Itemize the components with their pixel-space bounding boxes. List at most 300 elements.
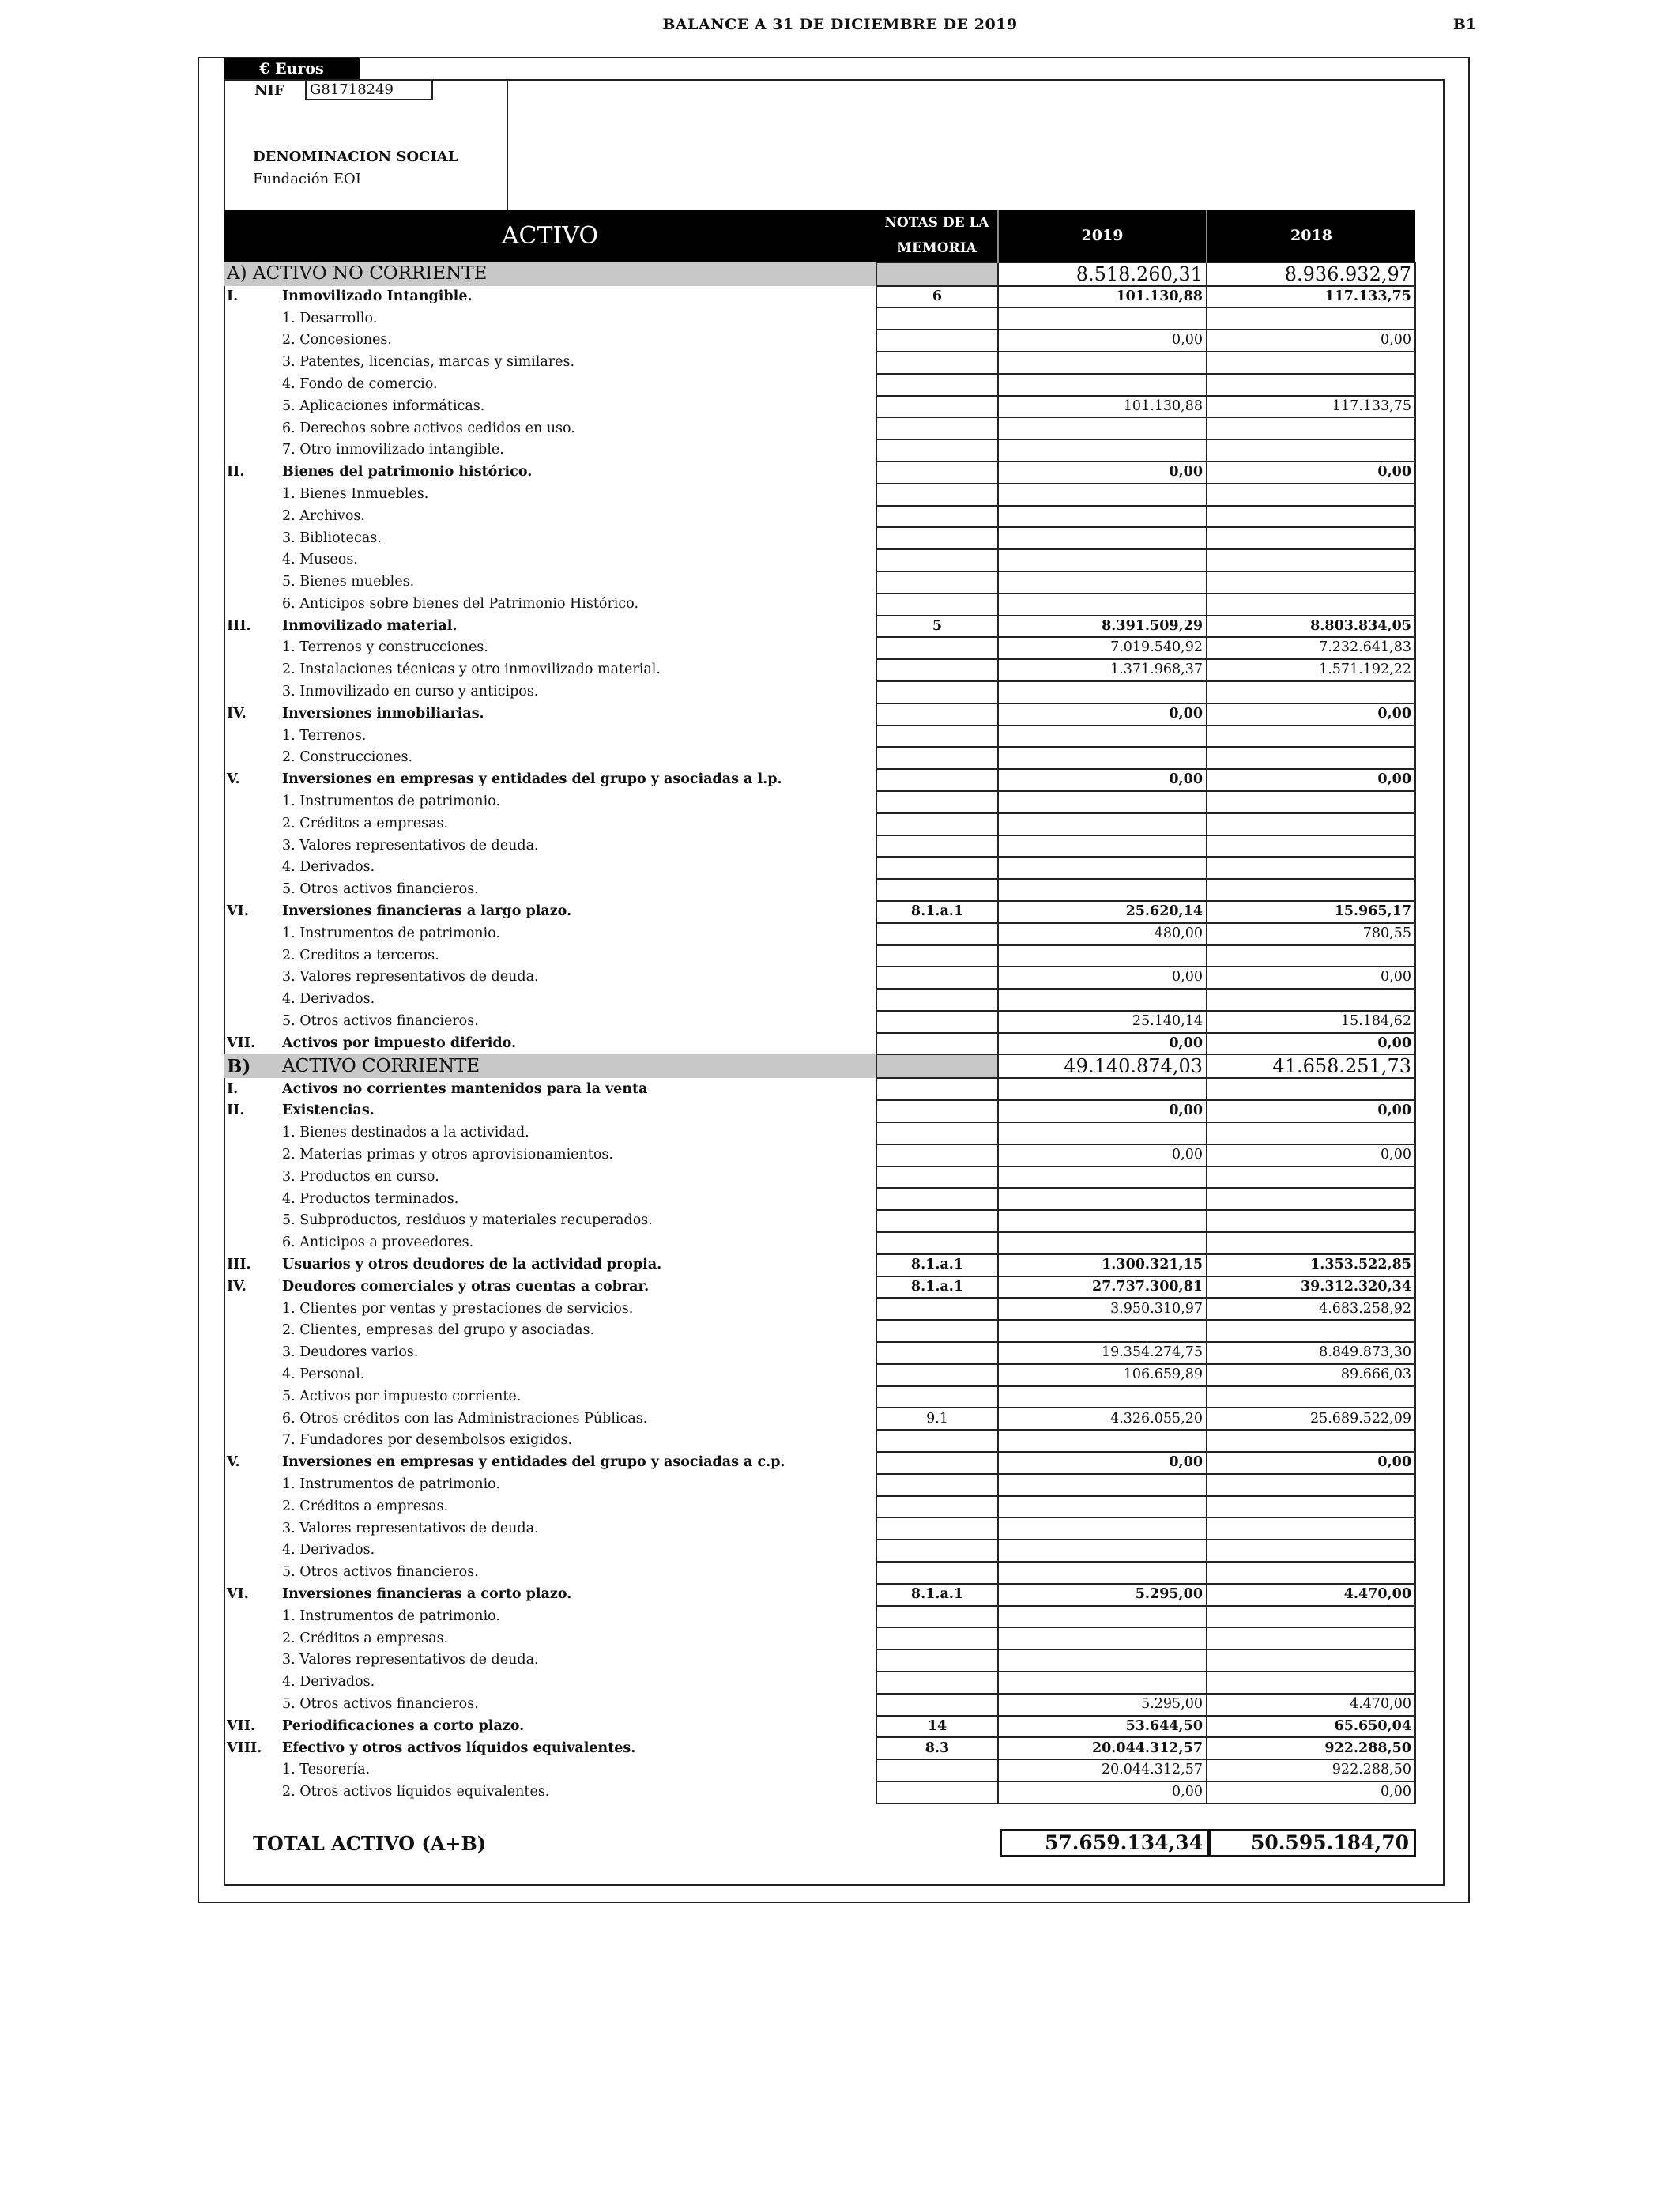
row-nota xyxy=(876,1649,998,1672)
header-notas: NOTAS DE LA MEMORIA xyxy=(876,210,998,262)
header-divider xyxy=(507,79,508,212)
row-value-2018 xyxy=(1207,747,1415,769)
row-value-2018: 0,00 xyxy=(1207,1100,1415,1122)
row-number xyxy=(224,1627,279,1649)
row-nota xyxy=(876,1167,998,1189)
row-nota xyxy=(876,462,998,484)
group-row xyxy=(224,769,1415,791)
row-value-2019: 49.140.874,03 xyxy=(998,1054,1207,1078)
row-nota xyxy=(876,747,998,769)
row-label: 5. Otros activos financieros. xyxy=(282,1564,479,1581)
item-row xyxy=(224,549,1415,571)
item-row xyxy=(224,1672,1415,1694)
row-value-2018: 780,55 xyxy=(1207,923,1415,945)
row-value-2018 xyxy=(1207,374,1415,396)
row-nota xyxy=(876,1364,998,1386)
row-label: 5. Activos por impuesto corriente. xyxy=(282,1388,522,1404)
row-value-2018: 117.133,75 xyxy=(1207,286,1415,308)
row-label: 1. Clientes por ventas y prestaciones de servicios. xyxy=(282,1300,634,1317)
group-row xyxy=(224,901,1415,923)
row-value-2018 xyxy=(1207,1540,1415,1562)
row-value-2019: 20.044.312,57 xyxy=(998,1759,1207,1781)
row-value-2018 xyxy=(1207,1606,1415,1628)
row-number xyxy=(224,1011,279,1033)
row-label: A) ACTIVO NO CORRIENTE xyxy=(224,262,876,286)
item-row xyxy=(224,1011,1415,1033)
row-label: 1. Bienes Inmuebles. xyxy=(282,485,429,502)
row-nota xyxy=(876,1342,998,1364)
row-value-2019 xyxy=(998,1627,1207,1649)
group-row xyxy=(224,1078,1415,1100)
row-label: 4. Derivados. xyxy=(282,859,375,876)
row-value-2019: 4.326.055,20 xyxy=(998,1408,1207,1430)
item-row xyxy=(224,374,1415,396)
row-value-2018 xyxy=(1207,681,1415,703)
row-number xyxy=(224,989,279,1011)
row-label: Efectivo y otros activos líquidos equivalentes. xyxy=(282,1740,636,1756)
row-label: 3. Patentes, licencias, marcas y similares. xyxy=(282,354,575,371)
row-number xyxy=(224,1386,279,1408)
row-label: 1. Tesorería. xyxy=(282,1762,371,1778)
row-label: 1. Terrenos y construcciones. xyxy=(282,639,488,656)
row-value-2018: 7.232.641,83 xyxy=(1207,637,1415,659)
row-value-2018 xyxy=(1207,1386,1415,1408)
row-number: IV. xyxy=(227,705,247,722)
row-nota xyxy=(876,1496,998,1518)
row-label: 2. Créditos a empresas. xyxy=(282,1630,449,1646)
row-value-2018: 0,00 xyxy=(1207,769,1415,791)
row-value-2019: 1.300.321,15 xyxy=(998,1254,1207,1276)
row-label: Inversiones en empresas y entidades del grupo y asociadas a c.p. xyxy=(282,1454,785,1471)
row-number xyxy=(224,1232,279,1254)
row-nota xyxy=(876,879,998,901)
row-value-2019 xyxy=(998,506,1207,528)
item-row xyxy=(224,791,1415,813)
row-label: Existencias. xyxy=(282,1103,375,1119)
row-number xyxy=(224,1517,279,1540)
row-label: 2. Créditos a empresas. xyxy=(282,815,449,831)
row-label: 4. Productos terminados. xyxy=(282,1190,459,1207)
denominacion-label: DENOMINACION SOCIAL xyxy=(253,149,458,165)
row-label: 4. Personal. xyxy=(282,1366,365,1382)
item-row xyxy=(224,1649,1415,1672)
row-value-2018 xyxy=(1207,835,1415,858)
row-value-2018: 15.184,62 xyxy=(1207,1011,1415,1033)
row-number xyxy=(224,923,279,945)
item-row xyxy=(224,1144,1415,1167)
row-label: 1. Instrumentos de patrimonio. xyxy=(282,1608,500,1624)
page-title: BALANCE A 31 DE DICIEMBRE DE 2019 xyxy=(662,16,1018,33)
row-number xyxy=(224,945,279,967)
row-number xyxy=(224,813,279,835)
header-2018: 2018 xyxy=(1207,210,1415,262)
row-value-2018: 0,00 xyxy=(1207,1452,1415,1474)
balance-table xyxy=(224,210,1416,1804)
item-row xyxy=(224,835,1415,858)
item-row xyxy=(224,307,1415,330)
row-value-2019 xyxy=(998,791,1207,813)
row-value-2019 xyxy=(998,747,1207,769)
row-number xyxy=(224,439,279,462)
row-value-2019 xyxy=(998,1167,1207,1189)
row-nota xyxy=(876,417,998,439)
row-label: Inversiones en empresas y entidades del grupo y asociadas a l.p. xyxy=(282,771,782,788)
row-number xyxy=(224,549,279,571)
row-value-2018 xyxy=(1207,1188,1415,1210)
row-label: 2. Instalaciones técnicas y otro inmovilizado material. xyxy=(282,662,661,678)
row-nota xyxy=(876,1517,998,1540)
item-row xyxy=(224,879,1415,901)
row-number xyxy=(224,396,279,418)
row-value-2019: 19.354.274,75 xyxy=(998,1342,1207,1364)
row-label: 1. Bienes destinados a la actividad. xyxy=(282,1125,529,1141)
row-value-2019 xyxy=(998,484,1207,506)
row-label: Deudores comerciales y otras cuentas a cobrar. xyxy=(282,1278,650,1295)
group-row xyxy=(224,1584,1415,1606)
group-row xyxy=(224,616,1415,638)
row-number: III. xyxy=(227,617,251,634)
row-nota: 8.3 xyxy=(876,1737,998,1759)
row-nota xyxy=(876,1100,998,1122)
row-value-2019 xyxy=(998,417,1207,439)
row-number xyxy=(224,1320,279,1342)
row-number: V. xyxy=(227,1454,240,1471)
item-row xyxy=(224,417,1415,439)
item-row xyxy=(224,967,1415,989)
table-header xyxy=(224,210,1415,262)
row-number: II. xyxy=(227,1103,245,1119)
row-number xyxy=(224,1167,279,1189)
row-number xyxy=(224,659,279,681)
item-row xyxy=(224,681,1415,703)
row-value-2019: 101.130,88 xyxy=(998,286,1207,308)
row-value-2019: 106.659,89 xyxy=(998,1364,1207,1386)
row-number xyxy=(224,484,279,506)
item-row xyxy=(224,1167,1415,1189)
row-number xyxy=(224,1122,279,1144)
row-value-2019: 5.295,00 xyxy=(998,1584,1207,1606)
row-value-2018: 1.571.192,22 xyxy=(1207,659,1415,681)
row-value-2019 xyxy=(998,1210,1207,1232)
row-value-2018: 922.288,50 xyxy=(1207,1759,1415,1781)
row-nota xyxy=(876,726,998,748)
row-value-2018: 0,00 xyxy=(1207,1781,1415,1804)
row-value-2018 xyxy=(1207,571,1415,594)
row-number xyxy=(224,879,279,901)
row-label: 3. Valores representativos de deuda. xyxy=(282,837,539,854)
row-nota xyxy=(876,330,998,352)
item-row xyxy=(224,1320,1415,1342)
row-value-2018: 0,00 xyxy=(1207,967,1415,989)
row-nota xyxy=(876,967,998,989)
row-label: Inmovilizado Intangible. xyxy=(282,288,473,304)
group-row xyxy=(224,462,1415,484)
group-row xyxy=(224,1452,1415,1474)
row-value-2018 xyxy=(1207,506,1415,528)
item-row xyxy=(224,1122,1415,1144)
row-nota xyxy=(876,945,998,967)
row-nota xyxy=(876,527,998,549)
row-number xyxy=(224,1562,279,1584)
row-value-2018 xyxy=(1207,1430,1415,1452)
row-label: Inversiones financieras a largo plazo. xyxy=(282,903,572,920)
row-value-2018: 8.849.873,30 xyxy=(1207,1342,1415,1364)
group-row xyxy=(224,1716,1415,1738)
row-nota xyxy=(876,1759,998,1781)
row-value-2019: 0,00 xyxy=(998,330,1207,352)
row-value-2019 xyxy=(998,813,1207,835)
row-nota xyxy=(876,989,998,1011)
row-value-2019: 0,00 xyxy=(998,1100,1207,1122)
total-2019: 57.659.134,34 xyxy=(1000,1829,1210,1857)
row-nota xyxy=(876,1122,998,1144)
row-label: 5. Bienes muebles. xyxy=(282,574,415,590)
item-row xyxy=(224,1517,1415,1540)
row-label: 7. Otro inmovilizado intangible. xyxy=(282,442,504,458)
item-row xyxy=(224,1759,1415,1781)
item-row xyxy=(224,1606,1415,1628)
row-value-2019: 0,00 xyxy=(998,1452,1207,1474)
row-label: 3. Productos en curso. xyxy=(282,1168,439,1185)
row-nota xyxy=(876,637,998,659)
item-row xyxy=(224,945,1415,967)
item-row xyxy=(224,484,1415,506)
row-label: 2. Construcciones. xyxy=(282,749,413,766)
row-label: 1. Terrenos. xyxy=(282,727,367,744)
row-label: 1. Desarrollo. xyxy=(282,310,378,326)
row-value-2019 xyxy=(998,374,1207,396)
row-nota xyxy=(876,791,998,813)
item-row xyxy=(224,1540,1415,1562)
row-nota xyxy=(876,1452,998,1474)
row-nota xyxy=(876,1562,998,1584)
item-row xyxy=(224,1210,1415,1232)
row-number xyxy=(224,307,279,330)
row-number xyxy=(224,1606,279,1628)
row-value-2019: 0,00 xyxy=(998,1781,1207,1804)
row-value-2018 xyxy=(1207,527,1415,549)
row-value-2019: 25.140,14 xyxy=(998,1011,1207,1033)
row-value-2018 xyxy=(1207,1649,1415,1672)
row-nota xyxy=(876,549,998,571)
row-value-2018: 89.666,03 xyxy=(1207,1364,1415,1386)
row-value-2018: 39.312.320,34 xyxy=(1207,1276,1415,1299)
row-value-2019: 0,00 xyxy=(998,769,1207,791)
row-nota xyxy=(876,857,998,879)
row-value-2018 xyxy=(1207,1517,1415,1540)
row-value-2018: 15.965,17 xyxy=(1207,901,1415,923)
row-value-2019 xyxy=(998,681,1207,703)
row-value-2019 xyxy=(998,1517,1207,1540)
item-row xyxy=(224,594,1415,616)
row-value-2019: 25.620,14 xyxy=(998,901,1207,923)
header-2019: 2019 xyxy=(998,210,1207,262)
row-value-2019 xyxy=(998,1474,1207,1496)
row-label: 2. Materias primas y otros aprovisionamientos. xyxy=(282,1147,613,1163)
row-value-2018: 65.650,04 xyxy=(1207,1716,1415,1738)
row-value-2018: 117.133,75 xyxy=(1207,396,1415,418)
item-row xyxy=(224,352,1415,374)
item-row xyxy=(224,439,1415,462)
row-label: 2. Creditos a terceros. xyxy=(282,947,439,963)
row-value-2018 xyxy=(1207,813,1415,835)
row-label: 4. Derivados. xyxy=(282,1542,375,1559)
row-value-2019: 3.950.310,97 xyxy=(998,1298,1207,1320)
row-nota xyxy=(876,1078,998,1100)
item-row xyxy=(224,330,1415,352)
row-label: 6. Derechos sobre activos cedidos en uso. xyxy=(282,420,575,436)
row-label: Inmovilizado material. xyxy=(282,617,458,634)
item-row xyxy=(224,1562,1415,1584)
row-nota xyxy=(876,262,998,286)
item-row xyxy=(224,1408,1415,1430)
row-label: Activos por impuesto diferido. xyxy=(282,1035,517,1051)
row-nota xyxy=(876,1781,998,1804)
item-row xyxy=(224,659,1415,681)
row-label: 1. Instrumentos de patrimonio. xyxy=(282,1476,500,1492)
section-row xyxy=(224,1054,1415,1078)
row-value-2019 xyxy=(998,945,1207,967)
row-label: 2. Créditos a empresas. xyxy=(282,1498,449,1514)
item-row xyxy=(224,571,1415,594)
item-row xyxy=(224,989,1415,1011)
row-nota xyxy=(876,1011,998,1033)
row-number xyxy=(224,594,279,616)
row-label: 3. Valores representativos de deuda. xyxy=(282,969,539,986)
item-row xyxy=(224,1496,1415,1518)
row-number: VII. xyxy=(227,1035,256,1051)
row-value-2019: 1.371.968,37 xyxy=(998,659,1207,681)
row-label: 4. Fondo de comercio. xyxy=(282,375,438,392)
row-label: ACTIVO CORRIENTE xyxy=(279,1054,876,1078)
item-row xyxy=(224,1781,1415,1804)
nif-label: NIF xyxy=(254,82,284,99)
row-value-2019: 0,00 xyxy=(998,703,1207,726)
row-label: 1. Instrumentos de patrimonio. xyxy=(282,794,500,810)
row-number xyxy=(224,1364,279,1386)
row-value-2018 xyxy=(1207,1167,1415,1189)
row-value-2018: 41.658.251,73 xyxy=(1207,1054,1415,1078)
row-value-2019 xyxy=(998,1606,1207,1628)
row-value-2018 xyxy=(1207,307,1415,330)
row-label: 2. Concesiones. xyxy=(282,332,392,349)
row-number xyxy=(224,352,279,374)
row-number: VI. xyxy=(227,1585,249,1602)
total-2018: 50.595.184,70 xyxy=(1208,1829,1416,1857)
row-nota xyxy=(876,1386,998,1408)
row-value-2018 xyxy=(1207,791,1415,813)
row-number: B) xyxy=(224,1054,279,1078)
group-row xyxy=(224,1033,1415,1055)
row-value-2019 xyxy=(998,835,1207,858)
row-number xyxy=(224,417,279,439)
row-number: III. xyxy=(227,1257,251,1272)
row-nota xyxy=(876,506,998,528)
item-row xyxy=(224,1342,1415,1364)
row-number xyxy=(224,1540,279,1562)
row-value-2019 xyxy=(998,879,1207,901)
row-value-2018 xyxy=(1207,857,1415,879)
row-nota: 8.1.a.1 xyxy=(876,1276,998,1299)
row-value-2019: 8.518.260,31 xyxy=(998,262,1207,286)
row-number xyxy=(224,1474,279,1496)
row-number xyxy=(224,1144,279,1167)
row-number xyxy=(224,330,279,352)
row-number xyxy=(224,1672,279,1694)
row-value-2019: 0,00 xyxy=(998,1144,1207,1167)
row-value-2018: 8.803.834,05 xyxy=(1207,616,1415,638)
row-nota xyxy=(876,1627,998,1649)
row-value-2018: 1.353.522,85 xyxy=(1207,1254,1415,1276)
group-row xyxy=(224,1276,1415,1299)
group-row xyxy=(224,1737,1415,1759)
row-number: VI. xyxy=(227,903,249,920)
item-row xyxy=(224,506,1415,528)
row-value-2018 xyxy=(1207,484,1415,506)
row-value-2019: 101.130,88 xyxy=(998,396,1207,418)
group-row xyxy=(224,1254,1415,1276)
row-nota: 8.1.a.1 xyxy=(876,1254,998,1276)
item-row xyxy=(224,1188,1415,1210)
row-value-2018 xyxy=(1207,1122,1415,1144)
row-value-2018 xyxy=(1207,439,1415,462)
row-value-2019: 7.019.540,92 xyxy=(998,637,1207,659)
row-nota: 8.1.a.1 xyxy=(876,901,998,923)
row-label: 6. Anticipos a proveedores. xyxy=(282,1235,474,1251)
row-nota xyxy=(876,1033,998,1055)
row-value-2019 xyxy=(998,352,1207,374)
row-value-2018 xyxy=(1207,1320,1415,1342)
row-number xyxy=(224,1342,279,1364)
row-value-2018: 4.470,00 xyxy=(1207,1584,1415,1606)
row-number: VIII. xyxy=(227,1740,262,1756)
row-label: Bienes del patrimonio histórico. xyxy=(282,464,533,481)
row-number: I. xyxy=(227,1080,239,1097)
item-row xyxy=(224,527,1415,549)
row-nota: 8.1.a.1 xyxy=(876,1584,998,1606)
row-value-2019 xyxy=(998,1540,1207,1562)
row-nota xyxy=(876,1188,998,1210)
item-row xyxy=(224,1430,1415,1452)
row-nota xyxy=(876,659,998,681)
item-row xyxy=(224,1627,1415,1649)
item-row xyxy=(224,1386,1415,1408)
row-nota xyxy=(876,594,998,616)
row-number xyxy=(224,1298,279,1320)
row-label: 6. Anticipos sobre bienes del Patrimonio Histórico. xyxy=(282,595,639,612)
row-number xyxy=(224,967,279,989)
row-value-2019 xyxy=(998,989,1207,1011)
row-value-2018 xyxy=(1207,1627,1415,1649)
row-number: VII. xyxy=(227,1717,256,1734)
row-nota xyxy=(876,1210,998,1232)
row-label: 3. Bibliotecas. xyxy=(282,530,382,546)
group-row xyxy=(224,1100,1415,1122)
section-row xyxy=(224,262,1415,286)
row-nota xyxy=(876,835,998,858)
row-value-2019 xyxy=(998,307,1207,330)
row-value-2018 xyxy=(1207,879,1415,901)
row-value-2018 xyxy=(1207,989,1415,1011)
row-label: Inversiones inmobiliarias. xyxy=(282,705,484,722)
row-value-2018 xyxy=(1207,1496,1415,1518)
row-value-2018 xyxy=(1207,1210,1415,1232)
row-label: 4. Derivados. xyxy=(282,991,375,1008)
row-value-2018: 8.936.932,97 xyxy=(1207,262,1415,286)
row-label: 5. Otros activos financieros. xyxy=(282,1013,479,1030)
row-number xyxy=(224,857,279,879)
row-number xyxy=(224,1496,279,1518)
